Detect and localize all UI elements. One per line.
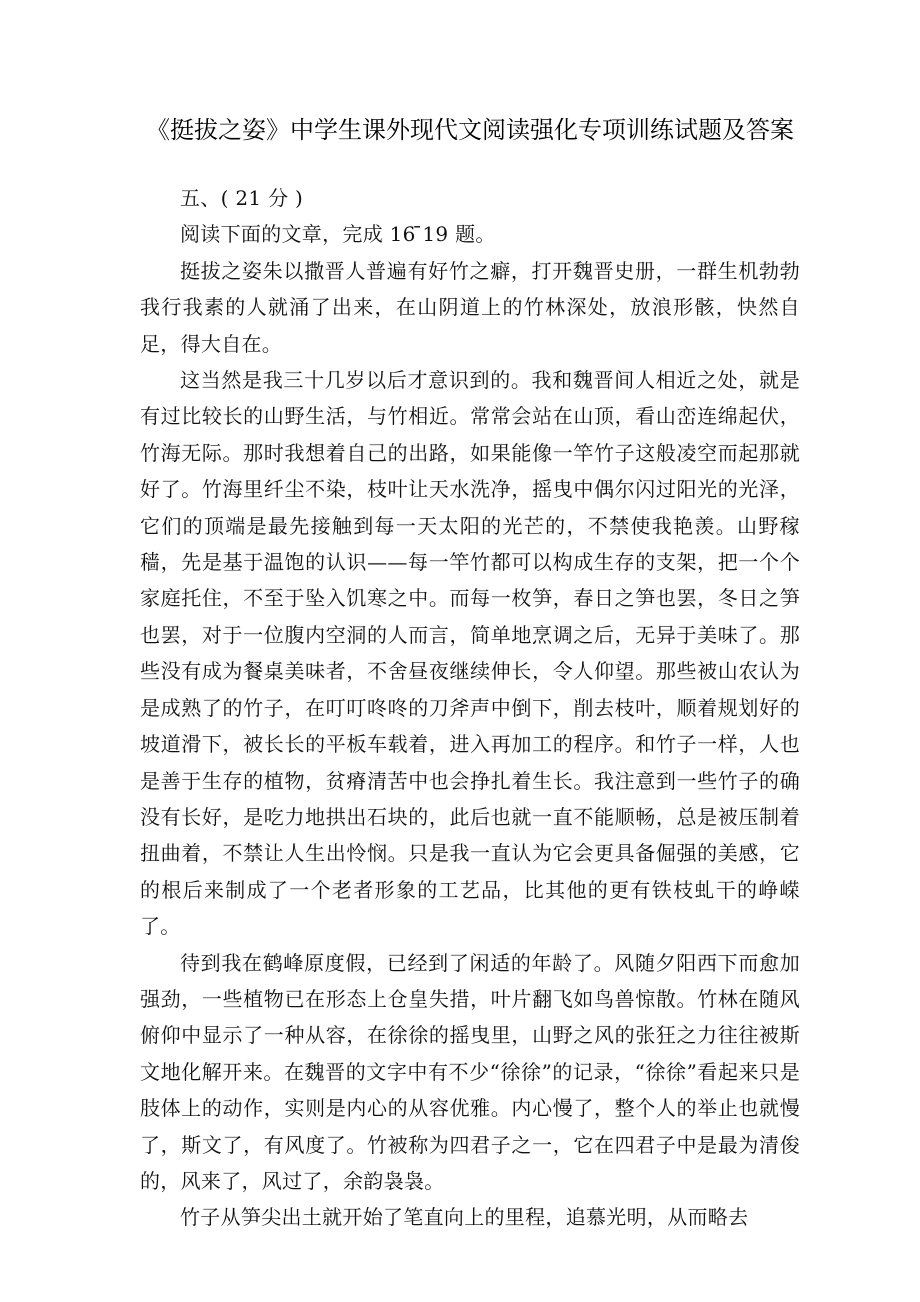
article-body — [140, 180, 800, 1236]
article-paragraph-4: 竹子从笋尖出土就开始了笔直向上的里程，追慕光明，从而略去 — [180, 1205, 749, 1230]
article-paragraph-3: 待到我在鹤峰原度假，已经到了闲适的年龄了。风随夕阳西下而愈加强劲，一些植物已在形态上仓皇失措，叶片翻飞如鸟兽惊散。竹林在随风俯仰中显示了一种从容，在徐徐的摇曳里，山野之风的张狂之力往往被斯文地化解开来。在魏晋的文字中有不少“徐徐”的记录，“徐徐”看起来只是肢体上的动作，实则是内心的从容优雅。内心慢了，整个人的举止也就慢了，斯文了，有风度了。竹被称为四君子之一，它在四君子中是最为清俊的，风来了，风过了，余韵袅袅。 — [140, 950, 800, 1193]
article-paragraph-2: 这当然是我三十几岁以后才意识到的。我和魏晋间人相近之处，就是有过比较长的山野生活，与竹相近。常常会站在山顶，看山峦连绵起伏，竹海无际。那时我想着自己的出路，如果能像一竿竹子这般凌空而起那就好了。竹海里纤尘不染，枝叶让天水洗净，摇曳中偶尔闪过阳光的光泽，它们的顶端是最先接触到每一天太阳的光芒的，不禁使我艳羡。山野稼穑，先是基于温饱的认识——每一竿竹都可以构成生存的支架，把一个个家庭托住，不至于坠入饥寒之中。而每一枚笋，春日之笋也罢，冬日之笋也罢，对于一位腹内空洞的人而言，简单地烹调之后，无异于美味了。那些没有成为餐桌美味者，不舍昼夜继续伸长，令人仰望。那些被山农认为是成熟了的竹子，在叮叮咚咚的刀斧声中倒下，削去枝叶，顺着规划好的坡道滑下，被长长的平板车载着，进入再加工的程序。和竹子一样，人也是善于生存的植物，贫瘠清苦中也会挣扎着生长。我注意到一些竹子的确没有长好，是吃力地拱出石块的，此后也就一直不能顺畅，总是被压制着扭曲着，不禁让人生出怜悯。只是我一直认为它会更具备倔强的美感，它的根后来制成了一个老者形象的工艺品，比其他的更有铁枝虬干的峥嵘了。 — [140, 368, 800, 939]
article-paragraph-1: 挺拔之姿朱以撒晋人普遍有好竹之癖，打开魏晋史册，一群生机勃勃我行我素的人就涌了出来，在山阴道上的竹林深处，放浪形骸，快然自足，得大自在。 — [140, 258, 800, 356]
document-title: 《挺拔之姿》中学生课外现代文阅读强化专项训练试题及答案 — [146, 116, 794, 144]
reading-instruction: 阅读下面的文章，完成 16 ̄19 题。 — [180, 222, 496, 247]
section-heading: 五、( 21 分 ) — [180, 186, 304, 210]
